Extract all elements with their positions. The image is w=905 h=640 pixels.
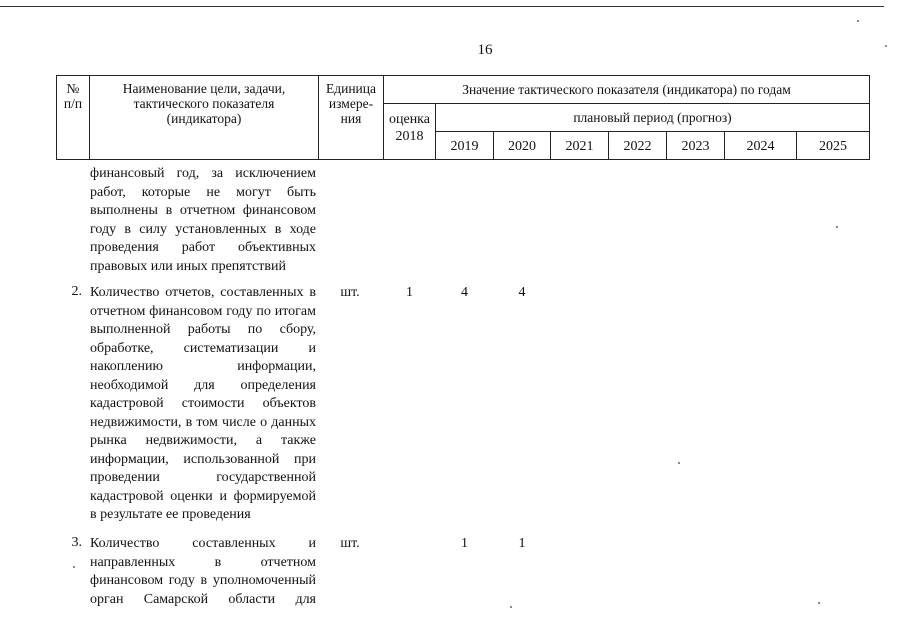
row-value-2019: 4 xyxy=(461,285,468,300)
scan-speck xyxy=(836,226,838,228)
row-number: 2. xyxy=(71,284,82,299)
header-estimate-2018: оценка 2018 xyxy=(388,112,430,144)
row-value-2019: 1 xyxy=(461,536,468,551)
continued-row-text: финансовый год, за исключением работ, которые не могут быть выполнены в отчетном финансовом году в силу установленных в ходе проведения работ объективных правовых или иных препятствий xyxy=(90,166,316,274)
row-indicator-name: Количество составленных и направленных в отчетном финансовом году в уполномоченный орган Самарской области для xyxy=(90,536,316,607)
row-estimate-2018: 1 xyxy=(406,285,413,300)
header-year-2022: 2022 xyxy=(623,139,652,154)
scan-speck xyxy=(885,45,887,47)
page-number: 16 xyxy=(477,42,493,58)
row-unit: шт. xyxy=(340,536,360,551)
header-year-2024: 2024 xyxy=(746,139,775,154)
row-unit: шт. xyxy=(340,285,360,300)
header-year-2021: 2021 xyxy=(565,139,594,154)
row-value-2020: 4 xyxy=(518,285,526,300)
scan-speck xyxy=(857,20,859,22)
header-planning-period: плановый период (прогноз) xyxy=(573,110,732,125)
scan-speck xyxy=(818,602,820,604)
header-name: Наименование цели, задачи, тактического показателя (индикатора) xyxy=(122,81,286,126)
header-unit: Единица измере- ния xyxy=(325,81,376,126)
scan-speck xyxy=(510,606,512,608)
header-year-2020: 2020 xyxy=(508,139,536,154)
header-num: № п/п xyxy=(63,81,83,111)
scan-speck xyxy=(73,566,75,568)
header-year-2025: 2025 xyxy=(819,139,847,154)
header-year-2023: 2023 xyxy=(681,139,710,154)
page-top-border xyxy=(0,6,884,7)
scan-speck xyxy=(678,462,680,464)
row-value-2020: 1 xyxy=(518,536,526,551)
header-values-by-year: Значение тактического показателя (индикатора) по годам xyxy=(462,82,791,97)
header-year-2019: 2019 xyxy=(450,139,479,154)
row-indicator-name: Количество отчетов, составленных в отчетном финансовом году по итогам выполненной работы по сбору, обработке, систематизации и накоплению информации, необходимой для определения кадастровой стоимости объектов недвижимости, в том числе о данных рынка недвижимости, а также информации, использованной при проведении государственной кадастровой оценки и формируемой в результате ее проведения xyxy=(90,285,316,522)
row-number: 3. xyxy=(71,535,82,550)
